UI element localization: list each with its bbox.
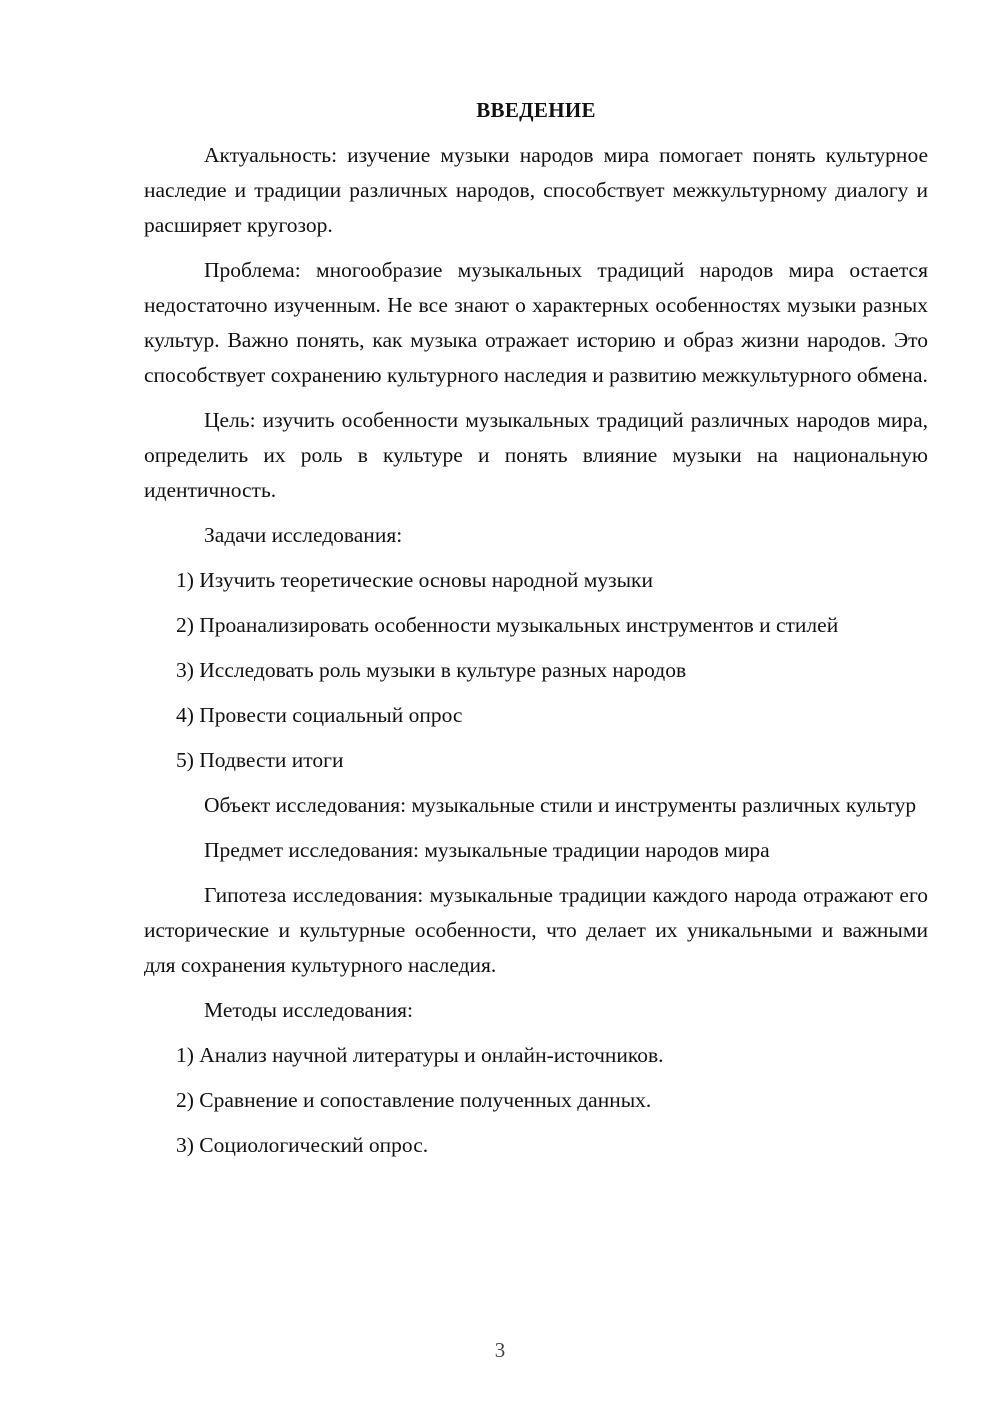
method-item: 3) Социологический опрос. — [176, 1133, 429, 1157]
hypothesis-paragraph: Гипотеза исследования: музыкальные традиции каждого народа отражают его исторические и культурные особенности, что делает их уникальными и важными для сохранения культурного наследия. — [144, 883, 928, 977]
method-item: 2) Сравнение и сопоставление полученных данных. — [176, 1088, 652, 1112]
relevance-paragraph: Актуальность: изучение музыки народов мира помогает понять культурное наследие и традиции различных народов, способствует межкультурному диалогу и расширяет кругозор. — [144, 143, 928, 237]
page-content — [144, 92, 928, 1163]
method-item: 1) Анализ научной литературы и онлайн-источников. — [176, 1043, 664, 1067]
task-item: 2) Проанализировать особенности музыкальных инструментов и стилей — [176, 613, 839, 637]
task-item: 4) Провести социальный опрос — [176, 703, 463, 727]
problem-paragraph: Проблема: многообразие музыкальных традиций народов мира остается недостаточно изученным. Не все знают о характерных особенностях музыки разных культур. Важно понять, как музыка отражает историю и образ жизни народов. Это способствует сохранению культурного наследия и развитию межкультурного обмена. — [144, 258, 928, 387]
task-item: 3) Исследовать роль музыки в культуре разных народов — [176, 658, 687, 682]
page-number: 3 — [494, 1338, 506, 1362]
section-title: ВВЕДЕНИЕ — [476, 98, 596, 122]
methods-heading: Методы исследования: — [204, 998, 413, 1022]
task-item: 1) Изучить теоретические основы народной музыки — [176, 568, 653, 592]
tasks-heading: Задачи исследования: — [204, 523, 403, 547]
subject-paragraph: Предмет исследования: музыкальные традиции народов мира — [204, 838, 770, 862]
task-item: 5) Подвести итоги — [176, 748, 344, 772]
object-paragraph: Объект исследования: музыкальные стили и инструменты различных культур — [204, 793, 917, 817]
goal-paragraph: Цель: изучить особенности музыкальных традиций различных народов мира, определить их роль в культуре и понять влияние музыки на национальную идентичность. — [144, 408, 928, 502]
